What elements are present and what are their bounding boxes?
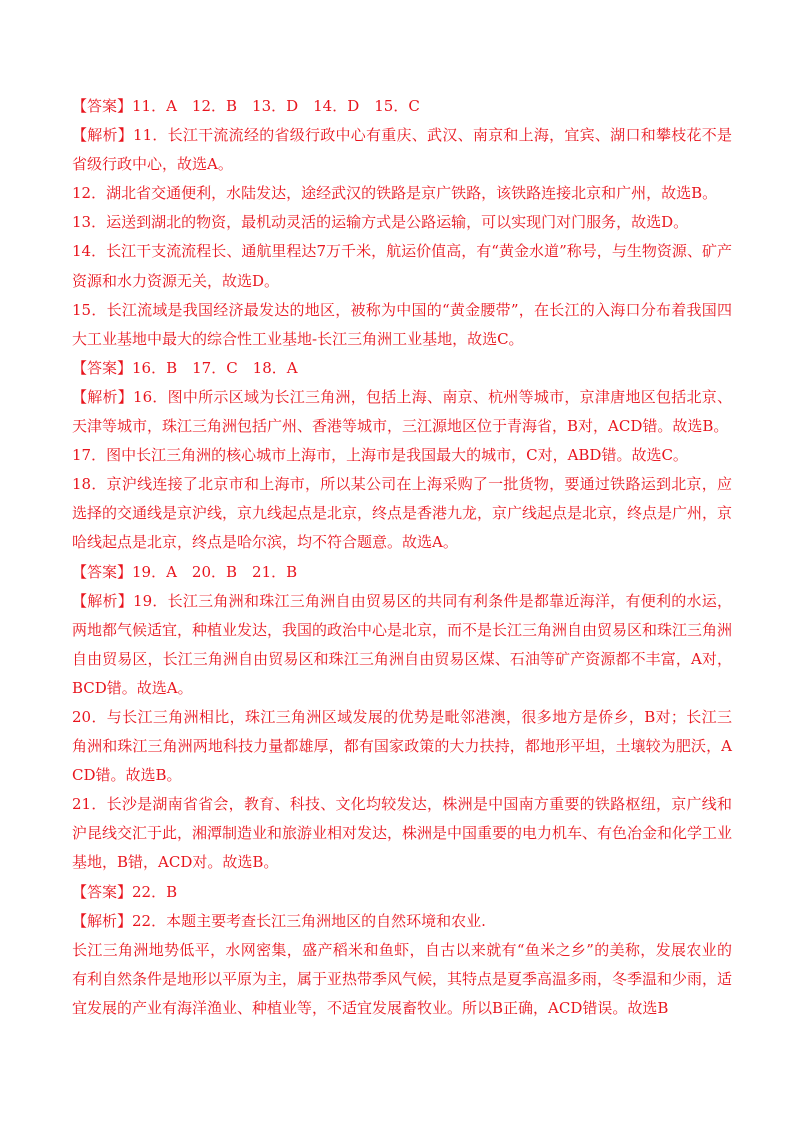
analysis-17: 17．图中长江三角洲的核心城市上海市，上海市是我国最大的城市，C对，ABD错。故选C。 (72, 446, 688, 465)
analysis-22-intro: 【解析】22．本题主要考查长江三角洲地区的自然环境和农业. (72, 911, 486, 930)
analysis-16: 【解析】16．图中所示区域为长江三角洲，包括上海、南京、杭州等城市，京津唐地区包括北京、天津等城市，珠江三角洲包括广州、香港等城市，三江源地区位于青海省，B对，ACD错。故选B。 (72, 387, 732, 436)
analysis-22-body: 长江三角洲地势低平，水网密集，盛产稻米和鱼虾，自古以来就有“鱼米之乡”的美称，发展农业的有利自然条件是地形以平原为主，属于亚热带季风气候，其特点是夏季高温多雨，冬季温和少雨，适宜发展的产业有海洋渔业、种植业等，不适宜发展畜牧业。所以B正确，ACD错误。故选B (72, 940, 733, 1017)
analysis-21: 21．长沙是湖南省省会，教育、科技、文化均较发达，株洲是中国南方重要的铁路枢纽，京广线和沪昆线交汇于此，湘潭制造业和旅游业相对发达，株洲是中国重要的电力机车、有色冶金和化学工业基地，B错，ACD对。故选B。 (72, 795, 733, 872)
analysis-15: 15．长江流域是我国经济最发达的地区，被称为中国的“黄金腰带”，在长江的入海口分布着我国四大工业基地中最大的综合性工业基地-长江三角洲工业基地，故选C。 (72, 300, 732, 348)
analysis-13: 13．运送到湖北的物资，最机动灵活的运输方式是公路运输，可以实现门对门服务，故选D。 (72, 213, 689, 232)
answer-22: 【答案】22．B (72, 882, 178, 901)
analysis-18: 18．京沪线连接了北京市和上海市，所以某公司在上海采购了一批货物，要通过铁路运到北京，应选择的交通线是京沪线，京九线起点是北京，终点是香港九龙，京广线起点是北京，终点是广州，京哈线起点是北京，终点是哈尔滨，均不符合题意。故选A。 (72, 475, 733, 552)
analysis-11: 【解析】11．长江干流流经的省级行政中心有重庆、武汉、南京和上海，宜宾、湖口和攀枝花不是省级行政中心，故选A。 (72, 126, 732, 174)
answer-19-21: 【答案】19．A 20．B 21．B (72, 562, 298, 581)
document-page (72, 92, 732, 1023)
analysis-12: 12．湖北省交通便利，水陆发达，途经武汉的铁路是京广铁路，该铁路连接北京和广州，故选B。 (72, 184, 718, 203)
answer-16-18: 【答案】16．B 17．C 18．A (72, 358, 298, 377)
answer-11-15: 【答案】11．A 12．B 13．D 14．D 15．C (72, 97, 420, 115)
analysis-20: 20．与长江三角洲相比，珠江三角洲区域发展的优势是毗邻港澳，很多地方是侨乡，B对；长江三角洲和珠江三角洲两地科技力量都雄厚，都有国家政策的大力扶持，都地形平坦，土壤较为肥沃，ACD错。故选B。 (72, 707, 732, 785)
analysis-14: 14．长江干支流流程长、通航里程达7万千米，航运价值高，有“黄金水道”称号，与生物资源、矿产资源和水力资源无关，故选D。 (72, 242, 732, 290)
analysis-19: 【解析】19．长江三角洲和珠江三角洲自由贸易区的共同有利条件是都靠近海洋，有便利的水运，两地都气候适宜，种植业发达，我国的政治中心是北京，而不是长江三角洲自由贸易区和珠江三角洲自由贸易区，长江三角洲自由贸易区和珠江三角洲自由贸易区煤、石油等矿产资源都不丰富，A对，BCD错。故选A。 (72, 591, 733, 697)
